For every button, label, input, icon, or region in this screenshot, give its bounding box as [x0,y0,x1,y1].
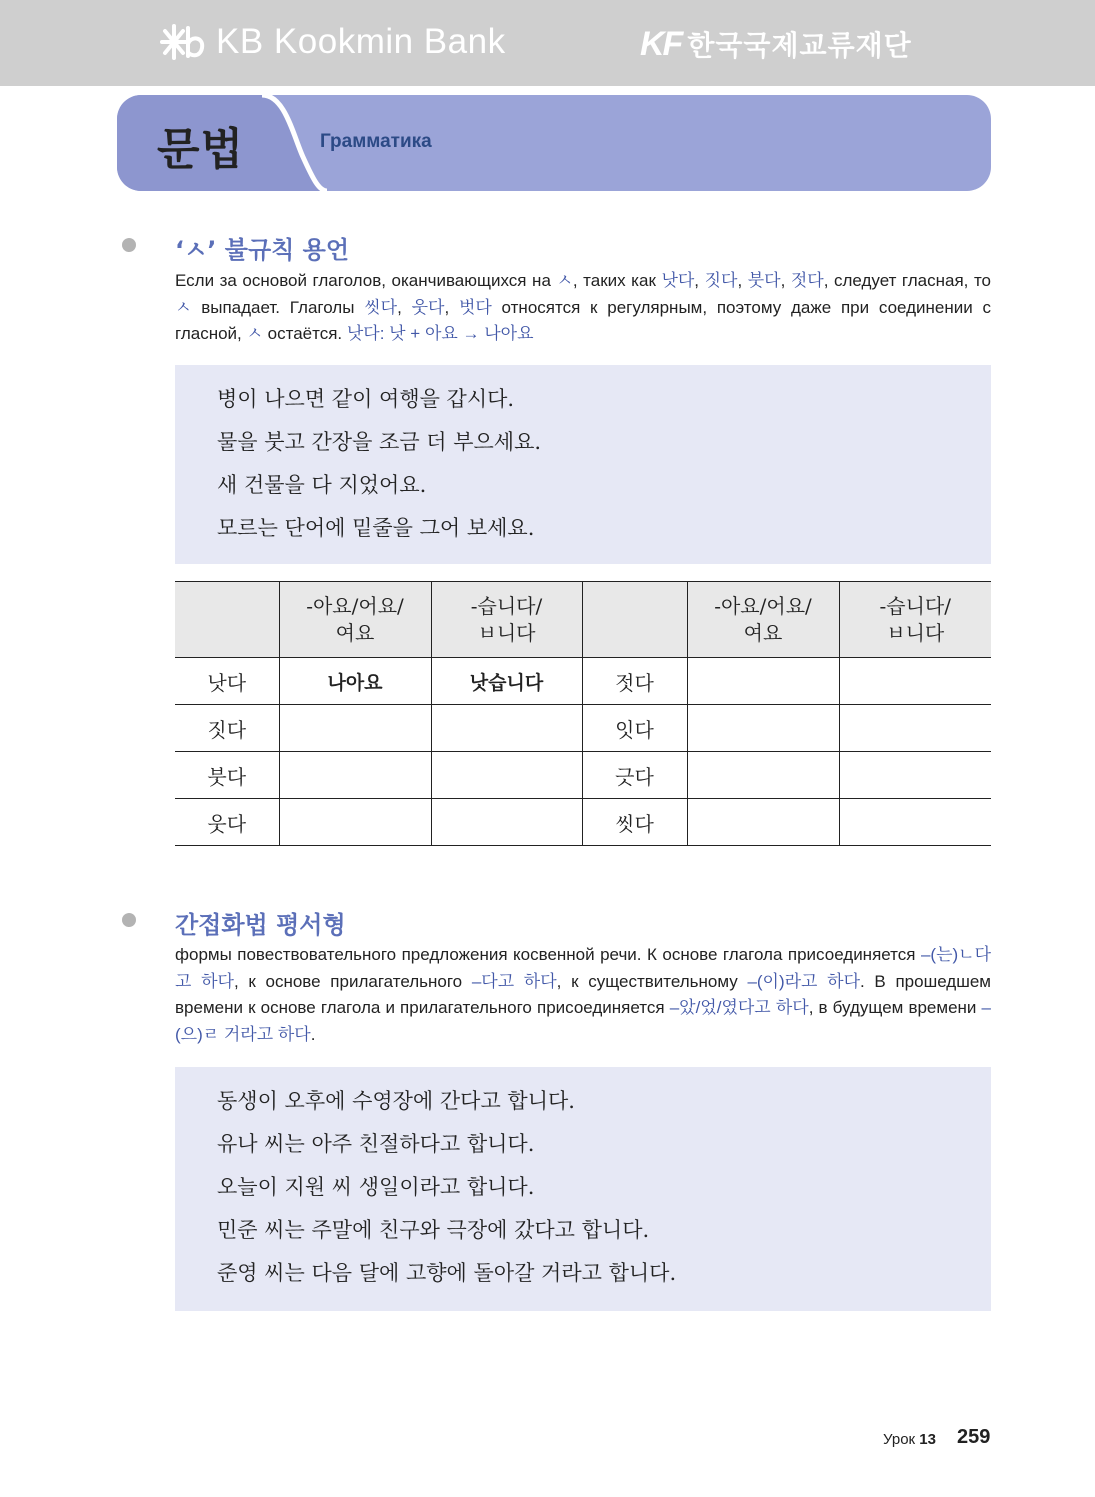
para-highlight: ㅅ [556,271,573,290]
top-bar [0,0,1095,86]
para-text: , к существительному [556,971,748,991]
para-highlight: 짓다 [704,271,738,290]
kb-logo-text: KB Kookmin Bank [216,22,506,61]
verb-cell: 웃다 [175,799,279,846]
para-highlight: 붓다 [747,271,781,290]
para-text: , таких как [572,271,662,290]
para-highlight: 씻다 [364,297,398,317]
para-text: Если за основой глаголов, оканчивающихся на [175,271,557,290]
section2-bullet [122,913,136,927]
conjugation-table [175,581,991,846]
table-row [175,752,991,799]
para-text: относятся к регулярным, поэтому даже при соединении с гласной, [175,297,992,343]
kf-mark: KF [640,24,682,63]
answer-cell [279,799,431,846]
answer-cell [839,799,991,846]
example-sentence: 동생이 오후에 수영장에 간다고 합니다. [217,1089,575,1113]
para-example-highlight: 낫다: 낫 + 아요 → 나아요 [346,324,534,343]
example-sentence: 유나 씨는 아주 친절하다고 합니다. [217,1132,535,1156]
lesson-label-text: Урок [883,1431,916,1448]
answer-cell [687,799,839,846]
verb-cell: 낫다 [175,658,279,705]
table-header-cell [582,582,687,658]
para-highlight: ㅅ [175,297,192,317]
example-sentence: 병이 나으면 같이 여행을 갑시다. [217,387,515,411]
para-text: , к основе прилагательного [233,971,472,991]
verb-cell: 젓다 [582,658,687,705]
answer-cell [431,799,582,846]
answer-cell [431,705,582,752]
lesson-number: 13 [919,1431,936,1448]
kf-foundation-logo [640,24,912,64]
lesson-label [883,1431,936,1448]
table-header-cell: -아요/어요/ 여요 [687,582,839,658]
para-highlight: –(으)ㄹ 거라고 하다 [175,998,991,1044]
section2-paragraph [175,942,991,1048]
para-highlight: –았/었/였다고 하다 [669,998,809,1017]
para-text: , [397,297,412,317]
para-text: , в будущем времени [808,998,982,1017]
para-highlight: ㅅ [246,324,263,343]
answer-cell [839,705,991,752]
table-header-cell: -습니다/ ㅂ니다 [431,582,582,658]
para-text: , [444,297,459,317]
banner-background [117,95,991,191]
answer-cell [687,752,839,799]
kb-star-icon [160,22,206,62]
grammar-banner [117,95,991,191]
para-text: , [737,271,748,290]
para-highlight: 낫다 [661,271,695,290]
table-row [175,799,991,846]
para-highlight: 젓다 [790,271,824,290]
para-highlight: –다고 하다 [471,971,557,991]
answer-cell [687,705,839,752]
answer-cell [839,658,991,705]
para-text: , [694,271,705,290]
section2-example-box [175,1067,991,1311]
section1-paragraph [175,268,991,348]
table-header-row [175,582,991,658]
para-text: , следует гласная, то [823,271,992,290]
table-header-cell: -습니다/ ㅂ니다 [839,582,991,658]
para-highlight: –(이)라고 하다 [747,971,861,991]
example-sentence: 준영 씨는 다음 달에 고향에 돌아갈 거라고 합니다. [217,1261,677,1285]
verb-cell: 씻다 [582,799,687,846]
table-row [175,705,991,752]
section1-example-box [175,365,991,564]
answer-cell: 나아요 [279,658,431,705]
section2-title: 간접화법 평서형 [175,911,346,939]
example-sentence: 새 건물을 다 지었어요. [217,473,427,497]
section1-title: ‘ㅅ’ 불규칙 용언 [175,236,350,264]
answer-cell: 낫습니다 [431,658,582,705]
page-number: 259 [957,1426,991,1448]
para-text: . [310,1024,316,1044]
banner-subtitle: Грамматика [320,131,432,152]
verb-cell: 잇다 [582,705,687,752]
para-text: формы повествовательного предложения косвенной речи. К основе глагола присоединяется [175,945,921,964]
para-text: остаётся. [262,324,347,343]
answer-cell [279,752,431,799]
para-highlight: 웃다 [411,297,445,317]
para-text: . В прошедшем времени к основе глагола и прилагательного присоединяется [175,971,991,1017]
kf-foundation-name: 한국국제교류재단 [687,29,912,62]
verb-cell: 짓다 [175,705,279,752]
verb-cell: 긋다 [582,752,687,799]
table-header-cell [175,582,279,658]
para-highlight: –(는)ㄴ다고 하다 [175,945,991,991]
para-text: , [780,271,791,290]
para-highlight: 벗다 [458,297,492,317]
banner-title: 문법 [157,124,245,175]
example-sentence: 민준 씨는 주말에 친구와 극장에 갔다고 합니다. [217,1218,650,1242]
example-sentence: 오늘이 지원 씨 생일이라고 합니다. [217,1175,535,1199]
kb-kookmin-bank-logo [160,22,506,62]
answer-cell [279,705,431,752]
table-row [175,658,991,705]
answer-cell [839,752,991,799]
section1-bullet [122,238,136,252]
para-text: выпадает. Глаголы [191,297,365,317]
example-sentence: 모르는 단어에 밑줄을 그어 보세요. [217,516,535,540]
table-header-cell: -아요/어요/ 여요 [279,582,431,658]
verb-cell: 붓다 [175,752,279,799]
answer-cell [431,752,582,799]
answer-cell [687,658,839,705]
example-sentence: 물을 붓고 간장을 조금 더 부으세요. [217,430,542,454]
